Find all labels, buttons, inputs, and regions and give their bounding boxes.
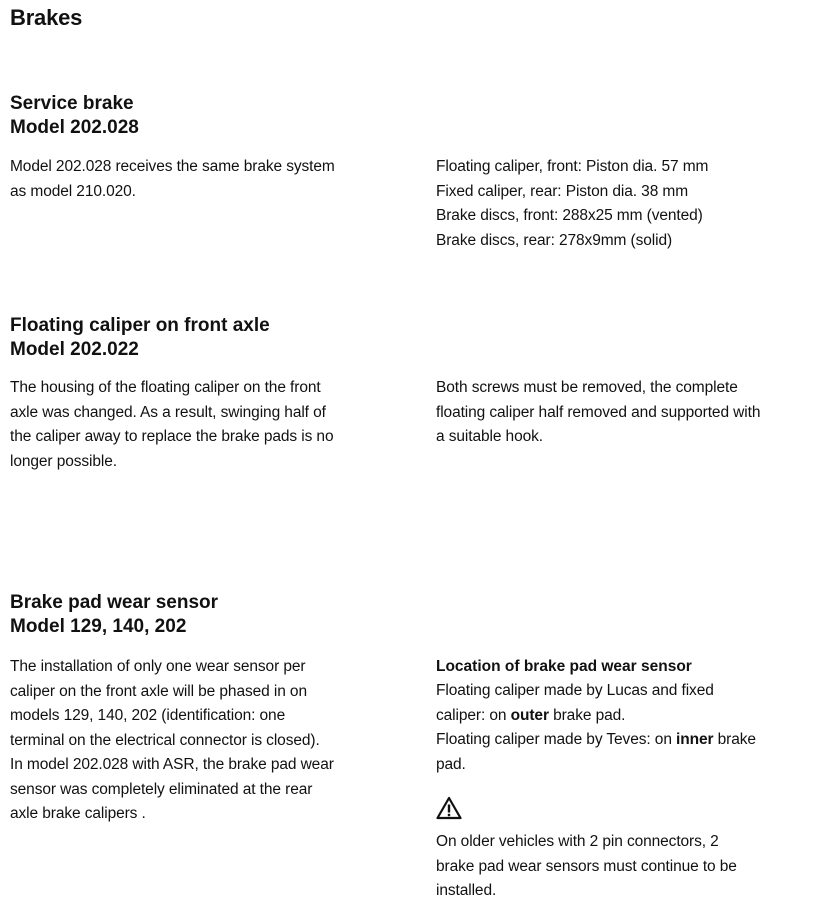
wear-sensor-location-heading: Location of brake pad wear sensor (436, 658, 692, 675)
section-wear-sensor-text: The installation of only one wear sensor per caliper on the front axle will be phased in on models 129, 140, 202 (identification: one terminal on the electrical connector is closed). In model 202.028 with ASR, the brake pad wear sensor was completely eliminated at the rear axle brake calipers . (10, 658, 334, 822)
section-service-brake-text: Model 202.028 receives the same brake system as model 210.020. (10, 158, 335, 200)
section-floating-caliper-instructions: Both screws must be removed, the complete floating caliper half removed and supported with a suitable hook. (436, 379, 761, 445)
page-title: Brakes (10, 5, 83, 30)
wear-sensor-location-teves: Floating caliper made by Teves: on inner brake pad. (436, 731, 756, 773)
wear-sensor-location-lucas: Floating caliper made by Lucas and fixed caliper: on outer brake pad. (436, 682, 714, 724)
section-title-line1: Brake pad wear sensor (10, 592, 219, 613)
section-floating-caliper-text: The housing of the floating caliper on the front axle was changed. As a result, swinging half of the caliper away to replace the brake pads is no longer possible. (10, 379, 334, 470)
section-title-line1: Service brake (10, 93, 134, 114)
section-title-line2: Model 202.022 (10, 339, 139, 360)
section-floating-caliper-title (10, 314, 410, 362)
section-service-brake-specs: Floating caliper, front: Piston dia. 57 mm Fixed caliper, rear: Piston dia. 38 mm Brake discs, front: 288x25 mm (vented) Brake discs, rear: 278x9mm (solid) (436, 158, 709, 249)
section-title-line2: Model 202.028 (10, 117, 139, 138)
section-title-line1: Floating caliper on front axle (10, 315, 270, 336)
warning-note: On older vehicles with 2 pin connectors, 2 brake pad wear sensors must continue to be installed. (436, 833, 737, 899)
warning-triangle-icon (436, 796, 462, 820)
section-service-brake-title (10, 92, 410, 140)
section-wear-sensor-title (10, 591, 410, 639)
wear-sensor-location (436, 655, 828, 777)
section-title-line2: Model 129, 140, 202 (10, 616, 187, 637)
